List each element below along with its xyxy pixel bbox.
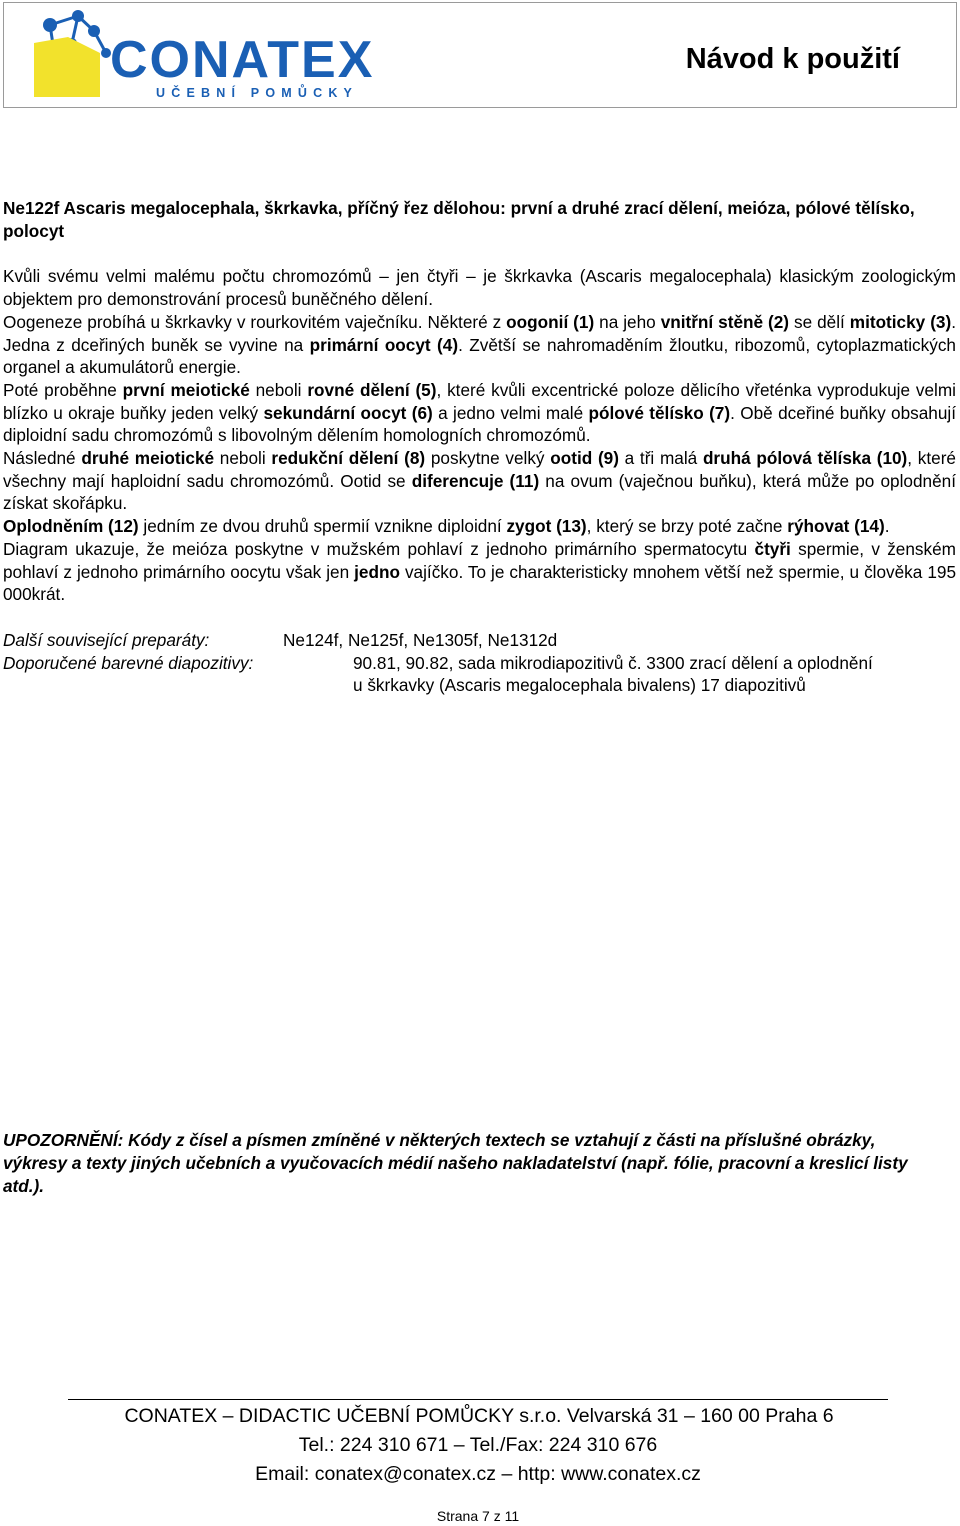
text-run: poskytne velký — [425, 448, 551, 469]
slides-value-line2: u škrkavky (Ascaris megalocephala bivalens) 17 diapozitivů — [353, 675, 806, 696]
footer-divider — [68, 1399, 888, 1400]
text-run: a jedno velmi malé — [432, 402, 589, 423]
paragraph-4 — [3, 447, 956, 515]
text-run: Diagram ukazuje, že meióza poskytne v mužském pohlaví z jednoho primárního spermatocytu — [3, 538, 755, 559]
bold-term: vnitřní stěně (2) — [660, 311, 790, 332]
bold-term: druhá pólová tělíska (10) — [702, 448, 908, 469]
text-run: jedním ze dvou druhů spermií vznikne diploidní — [138, 516, 507, 537]
text-run: , které všechny mají haploidní sadu chromozómů. Ootid se — [3, 448, 956, 491]
related-preparations — [3, 629, 956, 652]
bold-term: rovné dělení (5) — [307, 379, 437, 400]
text-run: neboli — [249, 379, 308, 400]
bold-term: redukční dělení (8) — [271, 448, 426, 469]
recommended-slides-cont — [3, 674, 956, 697]
text-run: . Obě dceřiné buňky obsahují diploidní sadu chromozómů s libovolným dělením homologních chromozómů. — [3, 402, 956, 446]
warning-note: UPOZORNĚNÍ: Kódy z čísel a písmen zmíněné v některých textech se vztahují z části na příslušné obrázky, výkresy a texty jiných učebních a vyučovacích médií našeho nakladatelství (např. fólie, pracovní a kreslicí listy atd.). — [3, 1130, 908, 1196]
bold-term: sekundární oocyt (6) — [263, 402, 433, 423]
recommended-slides — [3, 652, 956, 675]
paragraph-2 — [3, 311, 956, 379]
text-run: , který se brzy poté začne — [586, 516, 788, 537]
logo-wordmark: CONATEX — [110, 31, 375, 89]
footer-phone: Tel.: 224 310 671 – Tel./Fax: 224 310 676 — [298, 1434, 658, 1456]
footer-contact: Email: conatex@conatex.cz – http: www.conatex.cz — [255, 1463, 701, 1485]
text-run: Poté proběhne — [3, 379, 123, 400]
footer-address: CONATEX – DIDACTIC UČEBNÍ POMŮCKY s.r.o. Velvarská 31 – 160 00 Praha 6 — [124, 1405, 834, 1427]
bold-term: rýhovat (14) — [787, 516, 885, 537]
text-run: na ovum (vaječnou buňku), která může po oplodnění získat skořápku. — [3, 470, 956, 514]
bold-term: druhé meiotické — [81, 448, 215, 469]
text-run: . — [884, 516, 890, 537]
document-body — [3, 197, 956, 697]
document-title: Ne122f Ascaris megalocephala, škrkavka, příčný řez dělohou: první a druhé zrací dělení, meióza, pólové tělísko, polocyt — [3, 198, 915, 241]
bold-term: Oplodněním (12) — [3, 516, 139, 537]
text-run: Oogeneze probíhá u škrkavky v rourkovitém vaječníku. Některé z — [3, 311, 507, 332]
text-run: Následné — [3, 448, 82, 469]
bold-term: diferencuje (11) — [411, 470, 540, 491]
text-run: , které kvůli excentrické poloze dělicího vřeténka vyprodukuje velmi blízko u okraje buňky jeden velký — [3, 379, 956, 423]
page-header — [3, 2, 957, 108]
page-title: Návod k použití — [685, 43, 900, 75]
paragraph-5 — [3, 515, 956, 538]
text-run: neboli — [214, 448, 272, 469]
paragraph-3 — [3, 379, 956, 447]
slides-label: Doporučené barevné diapozitivy: — [3, 652, 254, 673]
conatex-logo — [32, 7, 412, 101]
paragraph-6 — [3, 538, 956, 606]
bold-term: čtyři — [754, 538, 791, 559]
text-run: . Jedna z dceřiných buněk se vyvine na — [3, 311, 956, 355]
text-run: se dělí — [789, 311, 850, 332]
slides-value-line1: 90.81, 90.82, sada mikrodiapozitivů č. 3300 zrací dělení a oplodnění — [353, 652, 873, 673]
logo-subtitle: UČEBNÍ POMŮCKY — [156, 86, 359, 100]
text-run: vajíčko. To je charakteristicky mnohem větší než spermie, u člověka 195 000krát. — [3, 561, 956, 605]
bold-term: mitoticky (3) — [849, 311, 952, 332]
related-value: Ne124f, Ne125f, Ne1305f, Ne1312d — [283, 629, 558, 650]
bold-term: pólové tělísko (7) — [588, 402, 731, 423]
bold-term: jedno — [354, 561, 400, 582]
bold-term: primární oocyt (4) — [309, 334, 459, 355]
paragraph-1 — [3, 265, 956, 310]
bold-term: první meiotické — [122, 379, 250, 400]
bold-term: oogonií (1) — [506, 311, 595, 332]
paragraphs — [3, 265, 956, 606]
bold-term: zygot (13) — [506, 516, 587, 537]
text-run: na jeho — [594, 311, 661, 332]
related-label: Další související preparáty: — [3, 629, 210, 650]
text-run: Kvůli svému velmi malému počtu chromozómů – jen čtyři – je škrkavka (Ascaris megalocephala) klasickým zoologickým objektem pro demonstrování procesů buněčného dělení. — [3, 266, 956, 310]
text-run: a tři malá — [618, 448, 703, 469]
page-number: Strana 7 z 11 — [436, 1508, 520, 1524]
text-run: spermie, v ženském pohlaví z jednoho primárního oocytu však jen — [3, 538, 956, 582]
bold-term: ootid (9) — [550, 448, 619, 469]
text-run: . Zvětší se nahromaděním žloutku, ribozomů, cytoplazmatických organel a akumulátorů energie. — [3, 334, 956, 378]
